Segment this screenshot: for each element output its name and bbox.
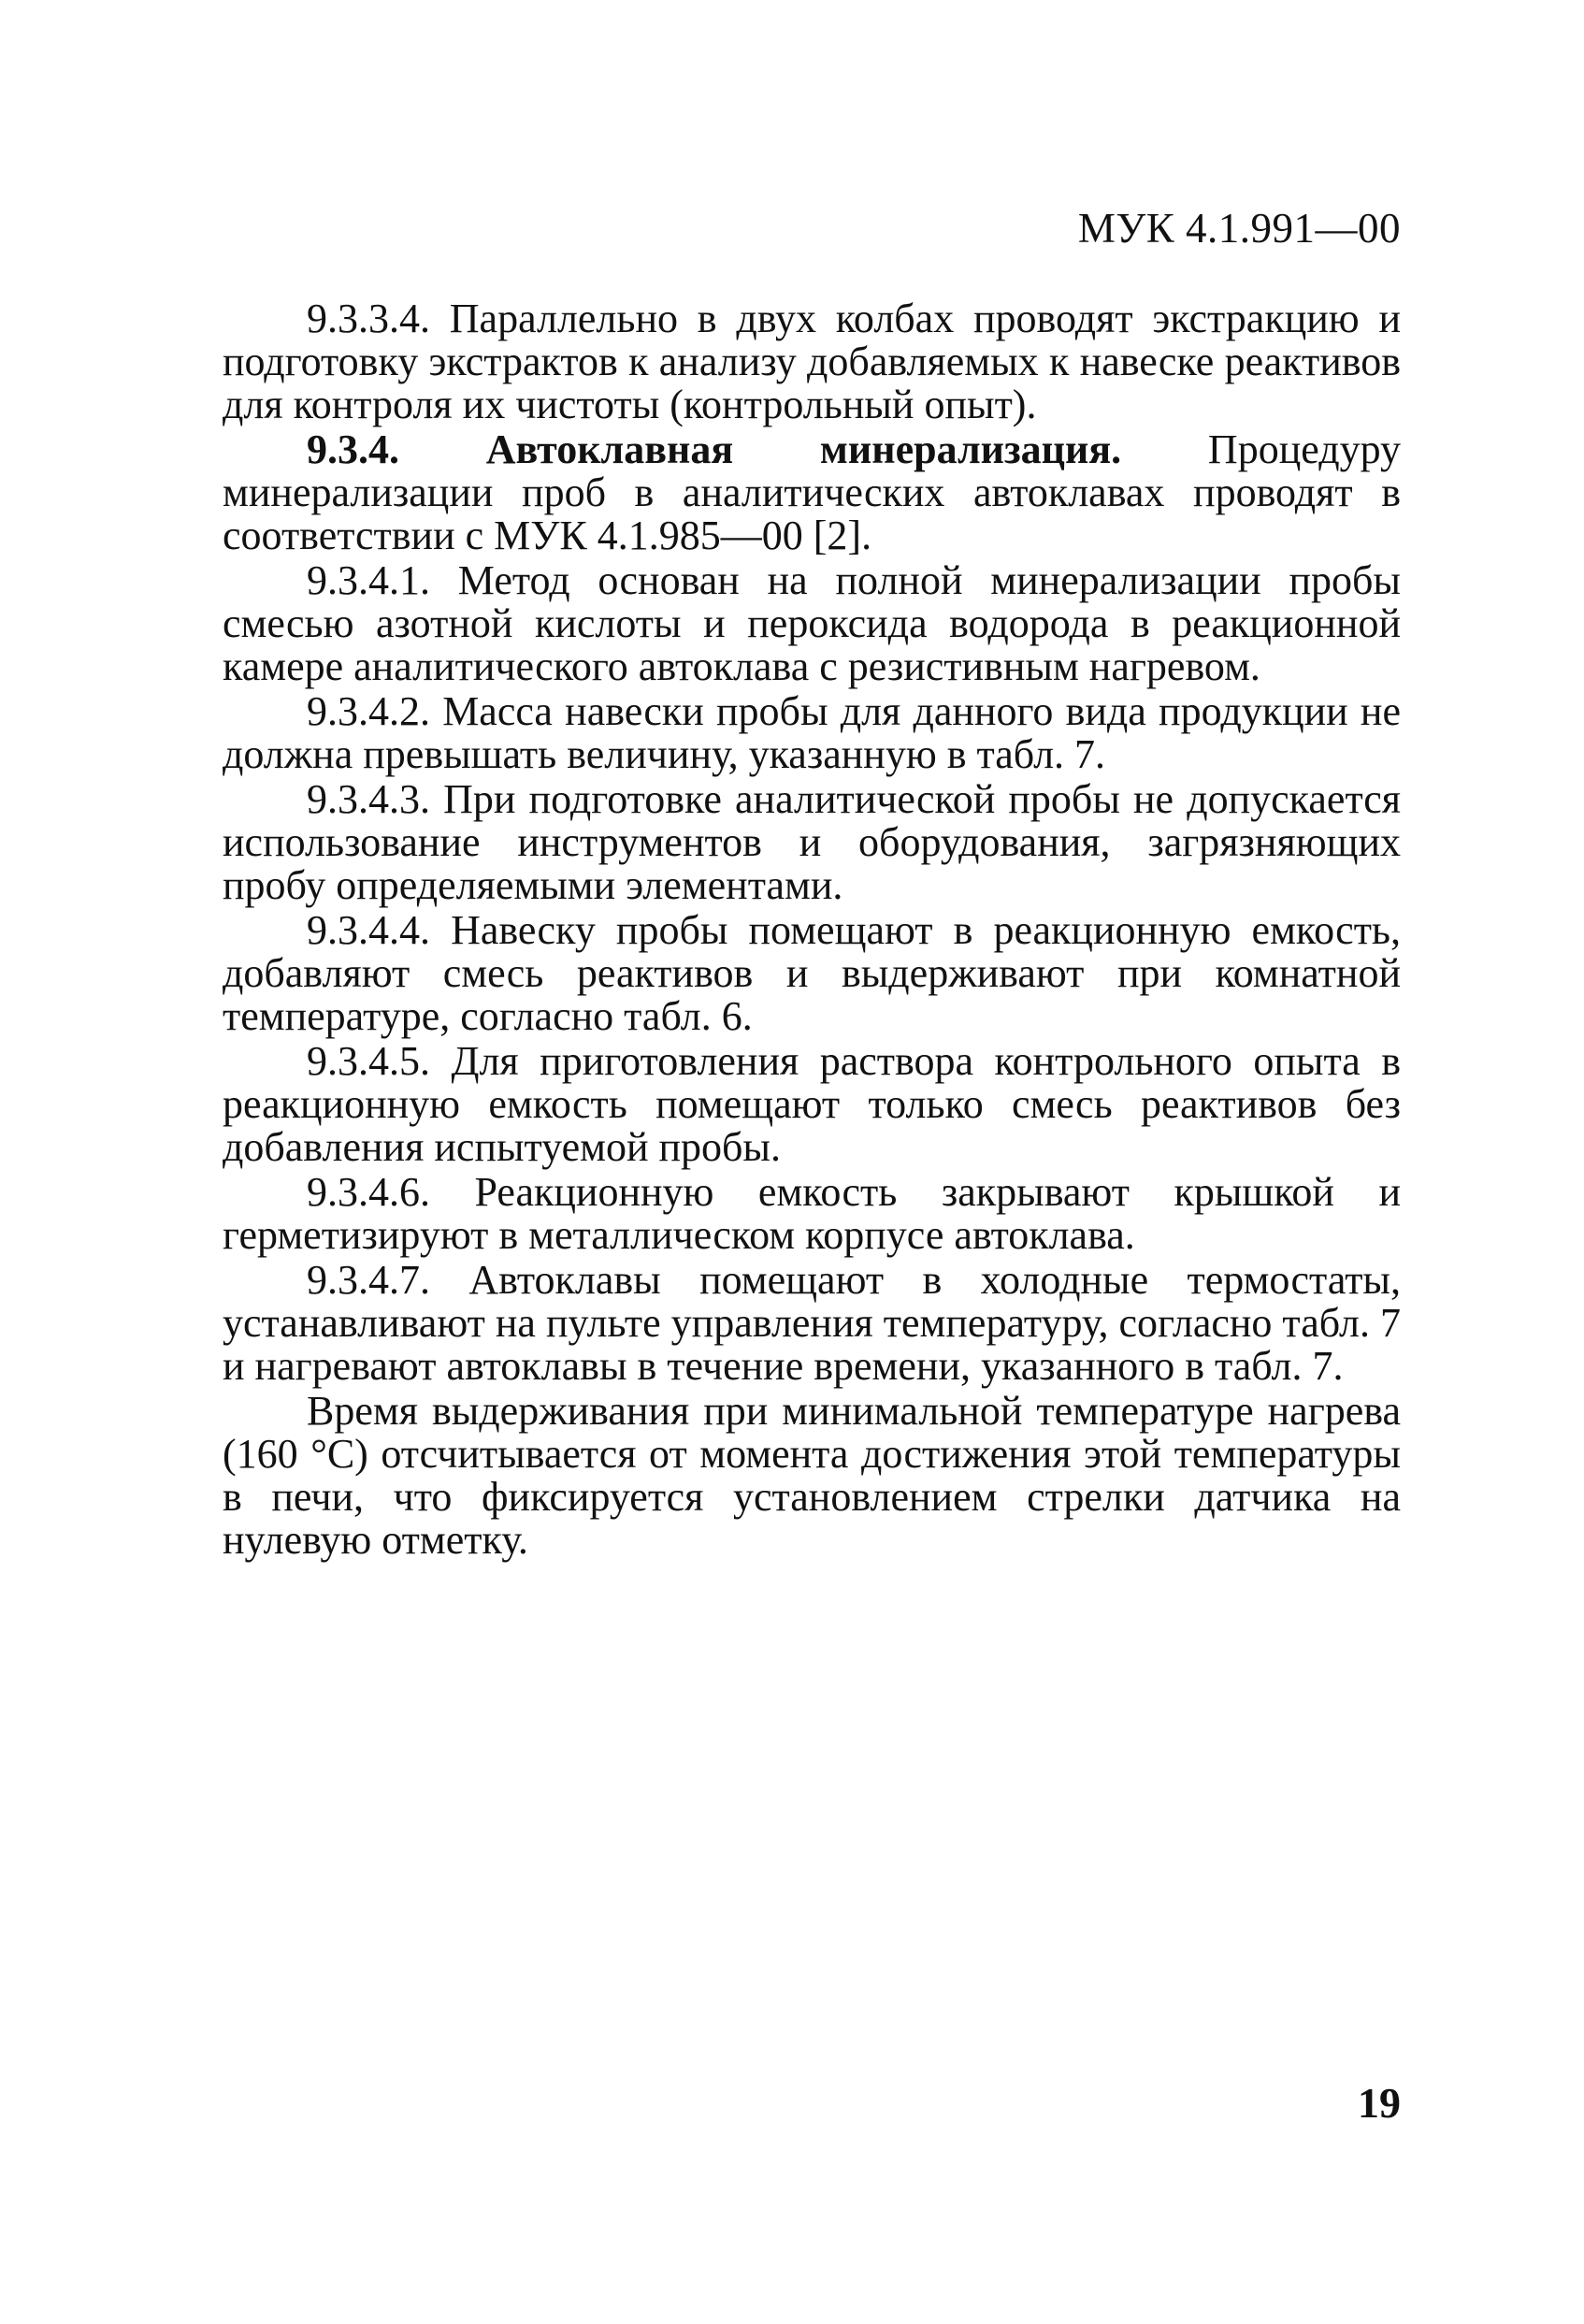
paragraph-number: 9.3.4.7. <box>307 1257 430 1303</box>
paragraph-text: При подготовке аналитической пробы не допускается использование инструментов и оборудования, загрязняющих пробу определяемыми элементами. <box>223 776 1401 908</box>
paragraph-number: 9.3.3.4. <box>307 296 430 341</box>
document-code-header: МУК 4.1.991—00 <box>1077 205 1401 252</box>
section-title: Автоклавная минерализация. <box>399 426 1122 472</box>
paragraph-number: 9.3.4.5. <box>307 1038 430 1084</box>
paragraph-number: 9.3.4.6. <box>307 1169 430 1215</box>
paragraph-9-3-4-1 <box>223 559 1401 688</box>
paragraph-9-3-4-3 <box>223 778 1401 907</box>
paragraph-text: Параллельно в двух колбах проводят экстракцию и подготовку экстрактов к анализу добавляемых к навеске реактивов для контроля их чистоты (контрольный опыт). <box>223 296 1401 427</box>
document-body <box>223 297 1401 1564</box>
paragraph-9-3-4-7 <box>223 1259 1401 1388</box>
paragraph-number: 9.3.4.2. <box>307 688 430 734</box>
page-number: 19 <box>1358 2079 1401 2127</box>
paragraph-text: Автоклавы помещают в холодные термостаты, устанавливают на пульте управления температуру, согласно табл. 7 и нагревают автоклавы в течение времени, указанного в табл. 7. <box>223 1257 1401 1389</box>
paragraph-9-3-4-5 <box>223 1040 1401 1169</box>
paragraph-text: Процедуру минерализации проб в аналитических автоклавах проводят в соответствии с МУК 4.1.985—00 [2]. <box>223 426 1401 558</box>
paragraph-text: Масса навески пробы для данного вида продукции не должна превышать величину, указанную в табл. 7. <box>223 688 1401 777</box>
paragraph-text: Время выдерживания при минимальной температуре нагрева (160 °С) отсчитывается от момента достижения этой температуры в печи, что фиксируется установлением стрелки датчика на нулевую отметку. <box>223 1388 1401 1563</box>
paragraph-holding-time <box>223 1390 1401 1562</box>
paragraph-9-3-4-6 <box>223 1171 1401 1257</box>
paragraph-number: 9.3.4.3. <box>307 776 430 822</box>
paragraph-9-3-4-2 <box>223 690 1401 776</box>
paragraph-number: 9.3.4.4. <box>307 907 430 953</box>
paragraph-text: Навеску пробы помещают в реакционную емкость, добавляют смесь реактивов и выдерживают при комнатной температуре, согласно табл. 6. <box>223 907 1401 1039</box>
paragraph-text: Для приготовления раствора контрольного опыта в реакционную емкость помещают только смесь реактивов без добавления испытуемой пробы. <box>223 1038 1401 1170</box>
paragraph-text: Реакционную емкость закрывают крышкой и герметизируют в металлическом корпусе автоклава. <box>223 1169 1401 1258</box>
paragraph-number: 9.3.4.1. <box>307 557 430 603</box>
paragraph-9-3-3-4 <box>223 297 1401 426</box>
section-number: 9.3.4. <box>307 426 399 472</box>
paragraph-9-3-4 <box>223 428 1401 557</box>
paragraph-text: Метод основан на полной минерализации пробы смесью азотной кислоты и пероксида водорода в реакционной камере аналитического автоклава с резистивным нагревом. <box>223 557 1401 689</box>
paragraph-9-3-4-4 <box>223 909 1401 1038</box>
